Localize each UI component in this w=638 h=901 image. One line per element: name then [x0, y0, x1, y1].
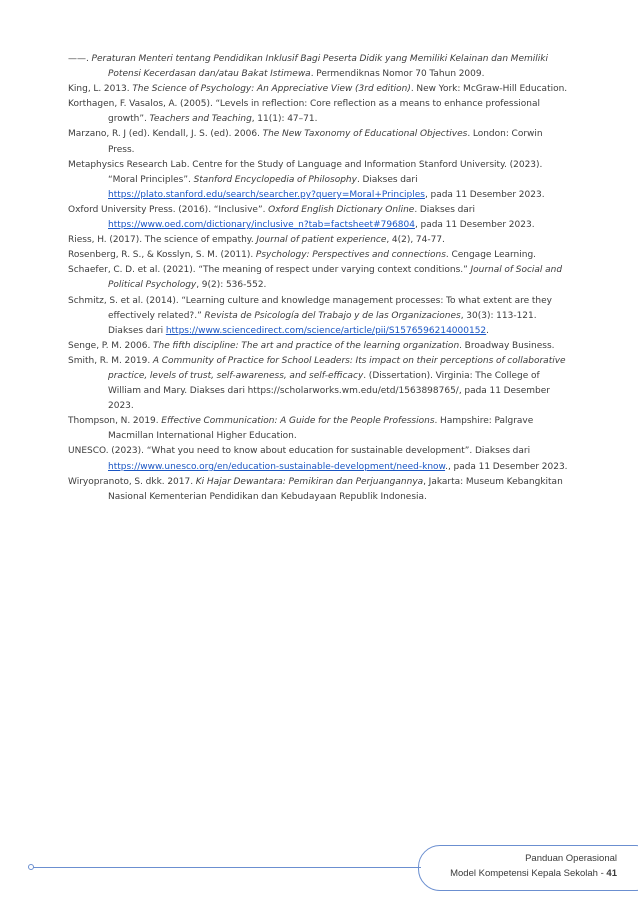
reference-text: , 30(3): 113-121. Diakses dari: [108, 310, 537, 336]
reference-text: , pada 11 Desember 2023.: [424, 189, 545, 200]
reference-title: Psychology: Perspectives and connections: [255, 250, 446, 261]
reference-entry: [68, 52, 570, 82]
reference-title: Teachers and Teaching: [149, 114, 252, 125]
reference-entry: [68, 414, 570, 444]
reference-title: Oxford English Dictionary Online: [268, 204, 415, 215]
reference-text: Metaphysics Research Lab. Centre for the Study of Language and Information Stanford University. (2023). “Moral Principles”.: [68, 159, 543, 185]
reference-text: . Cengage Learning.: [445, 250, 537, 261]
reference-entry: [68, 444, 570, 474]
reference-text: Schaefer, C. D. et al. (2021). “The meaning of respect under varying context conditions.”: [68, 265, 471, 276]
reference-title: The fifth discipline: The art and practice of the learning organization: [153, 340, 460, 351]
reference-link[interactable]: https://www.unesco.org/en/education-sustainable-development/need-know: [108, 461, 446, 472]
reference-text: , pada 11 Desember 2023.: [414, 220, 535, 231]
reference-title: Ki Hajar Dewantara: Pemikiran dan Perjuangannya: [195, 476, 424, 487]
reference-text: . Permendiknas Nomor 70 Tahun 2009.: [310, 69, 485, 80]
reference-text: Thompson, N. 2019.: [68, 416, 162, 427]
reference-entry: [68, 339, 570, 354]
reference-entry: [68, 354, 570, 414]
reference-text: . New York: McGraw-Hill Education.: [410, 84, 568, 95]
reference-entry: [68, 203, 570, 233]
footer-subtitle: [450, 866, 617, 881]
reference-text: . Broadway Business.: [459, 340, 555, 351]
reference-text: , Jakarta: Museum Kebangkitan Nasional Kementerian Pendidikan dan Kebudayaan Republik Indonesia.: [108, 476, 563, 502]
reference-entry: [68, 263, 570, 293]
reference-title: The Science of Psychology: An Appreciative View (3rd edition): [132, 84, 411, 95]
reference-title: Journal of patient experience: [256, 235, 387, 246]
reference-text: ., pada 11 Desember 2023.: [445, 461, 568, 472]
reference-entry: [68, 97, 570, 127]
reference-text: Riess, H. (2017). The science of empathy.: [68, 235, 257, 246]
reference-text: . Diakses dari: [414, 204, 475, 215]
footer-subtitle-text: Model Kompetensi Kepala Sekolah -: [450, 868, 607, 879]
reference-text: UNESCO. (2023). “What you need to know about education for sustainable development”. Diakses dari: [68, 446, 531, 457]
reference-entry: [68, 158, 570, 203]
footer-title: Panduan Operasional: [525, 853, 617, 864]
reference-title: A Community of Practice for School Leaders: Its impact on their perceptions of collaborative practice, levels of trust, self-awareness, and self-efficacy: [108, 355, 566, 381]
reference-text: Korthagen, F. Vasalos, A. (2005). “Levels in reflection: Core reflection as a means to enhance professional growth”.: [68, 99, 541, 125]
reference-entry: [68, 82, 570, 97]
reference-link[interactable]: https://www.sciencedirect.com/science/article/pii/S1576596214000152: [165, 325, 487, 336]
reference-list: [68, 52, 570, 505]
page-number: 41: [606, 868, 617, 879]
reference-text: ——.: [68, 54, 92, 64]
reference-entry: [68, 233, 570, 248]
reference-text: Wiryopranoto, S. dkk. 2017.: [68, 476, 196, 487]
reference-title: Effective Communication: A Guide for the People Professions: [161, 416, 435, 427]
reference-text: Marzano, R. J (ed). Kendall, J. S. (ed). 2006.: [68, 129, 263, 140]
reference-title: Peraturan Menteri tentang Pendidikan Inklusif Bagi Peserta Didik yang Memiliki Kelainan dan Memiliki Potensi Kecerdasan dan/atau Bakat Istimewa: [91, 54, 548, 80]
reference-title: Journal of Social and Political Psychology: [108, 265, 563, 291]
reference-text: Rosenberg, R. S., & Kosslyn, S. M. (2011).: [68, 250, 256, 261]
reference-text: Smith, R. M. 2019.: [68, 355, 153, 366]
footer-rule: [31, 867, 421, 868]
reference-entry: [68, 127, 570, 157]
reference-entry: [68, 475, 570, 505]
reference-text: Oxford University Press. (2016). “Inclusive”.: [68, 204, 269, 215]
reference-title: The New Taxonomy of Educational Objectives: [262, 129, 468, 140]
footer-dot: [28, 864, 34, 870]
reference-link[interactable]: https://plato.stanford.edu/search/searcher.py?query=Moral+Principles: [108, 189, 425, 200]
footer: [450, 851, 617, 881]
reference-text: Senge, P. M. 2006.: [68, 340, 153, 351]
reference-text: , 11(1): 47–71.: [251, 114, 318, 125]
reference-text: . London: Corwin Press.: [108, 129, 543, 155]
reference-text: .: [486, 325, 490, 336]
reference-title: Stanford Encyclopedia of Philosophy: [193, 174, 357, 185]
reference-text: King, L. 2013.: [68, 84, 133, 95]
reference-text: . Hampshire: Palgrave Macmillan International Higher Education.: [108, 416, 534, 442]
reference-entry: [68, 294, 570, 339]
reference-title: Revista de Psicología del Trabajo y de las Organizaciones: [204, 310, 461, 321]
reference-text: Schmitz, S. et al. (2014). “Learning culture and knowledge management processes: To what extent are they effectively related?.”: [68, 295, 552, 321]
reference-text: , 9(2): 536-552.: [196, 280, 267, 291]
reference-text: , 4(2), 74-77.: [386, 235, 445, 246]
reference-entry: [68, 248, 570, 263]
reference-text: . (Dissertation). Virginia: The College of William and Mary. Diakses dari https://scholarworks.wm.edu/etd/1563898765/, pada 11 Desember 2023.: [108, 370, 551, 412]
reference-text: . Diakses dari: [356, 174, 418, 185]
reference-link[interactable]: https://www.oed.com/dictionary/inclusive_n?tab=factsheet#796804: [108, 220, 415, 231]
